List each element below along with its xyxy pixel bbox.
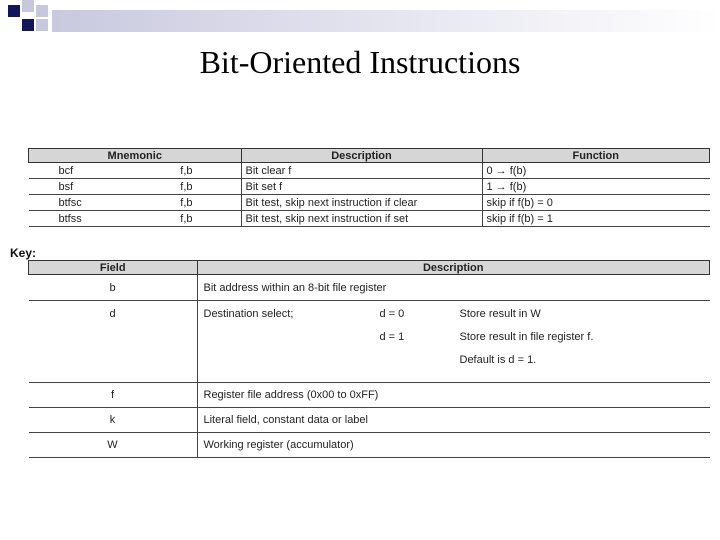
decorative-square <box>22 0 34 12</box>
destination-select-grid <box>204 301 704 366</box>
table-row <box>29 211 710 227</box>
description-cell <box>197 301 710 383</box>
description-cell: Bit test, skip next instruction if clear <box>241 195 482 211</box>
description-cell: Bit clear f <box>241 163 482 179</box>
function-cell: skip if f(b) = 1 <box>482 211 710 227</box>
decorative-square <box>36 19 48 31</box>
operands-cell: f,b <box>133 163 242 179</box>
description-cell: Working register (accumulator) <box>197 433 710 458</box>
function-cell: 1 → f(b) <box>482 179 710 195</box>
decorative-square <box>36 5 48 17</box>
field-cell: f <box>29 383 198 408</box>
table-row <box>29 275 710 301</box>
header-decoration <box>0 0 720 40</box>
column-header-description: Description <box>241 149 482 163</box>
mnemonic-cell: btfsc <box>29 195 133 211</box>
function-cell: 0 → f(b) <box>482 163 710 179</box>
field-cell: W <box>29 433 198 458</box>
default-note: Default is d = 1. <box>459 354 537 366</box>
table-row <box>29 301 710 383</box>
operands-cell: f,b <box>133 211 242 227</box>
field-cell: b <box>29 275 198 301</box>
table-row <box>29 408 710 433</box>
table-row <box>29 195 710 211</box>
column-header-function: Function <box>482 149 710 163</box>
table-header-row <box>29 149 710 163</box>
d-zero-value: d = 0 <box>379 308 405 320</box>
instructions-table <box>28 148 710 227</box>
column-header-description: Description <box>197 261 710 275</box>
description-cell: Bit set f <box>241 179 482 195</box>
mnemonic-cell: bsf <box>29 179 133 195</box>
header-gradient-bar <box>52 10 720 32</box>
function-cell: skip if f(b) = 0 <box>482 195 710 211</box>
description-cell: Literal field, constant data or label <box>197 408 710 433</box>
operands-cell: f,b <box>133 179 242 195</box>
d-zero-description: Store result in W <box>459 308 541 320</box>
description-cell: Register file address (0x00 to 0xFF) <box>197 383 710 408</box>
d-one-value: d = 1 <box>379 331 405 343</box>
field-cell: k <box>29 408 198 433</box>
decorative-square <box>8 5 20 17</box>
table-row <box>29 433 710 458</box>
slide-title: Bit-Oriented Instructions <box>199 44 521 80</box>
mnemonic-cell: btfss <box>29 211 133 227</box>
field-cell: d <box>29 301 198 383</box>
decorative-square <box>22 19 34 31</box>
key-table <box>28 260 710 458</box>
table-header-row <box>29 261 710 275</box>
table-row <box>29 179 710 195</box>
column-header-field: Field <box>29 261 198 275</box>
description-cell: Bit address within an 8-bit file register <box>197 275 710 301</box>
key-label: Key: <box>10 246 37 260</box>
table-row <box>29 383 710 408</box>
column-header-mnemonic: Mnemonic <box>29 149 242 163</box>
description-cell: Bit test, skip next instruction if set <box>241 211 482 227</box>
operands-cell: f,b <box>133 195 242 211</box>
table-row <box>29 163 710 179</box>
destination-select-label: Destination select; <box>203 308 294 320</box>
d-one-description: Store result in file register f. <box>459 331 594 343</box>
mnemonic-cell: bcf <box>29 163 133 179</box>
